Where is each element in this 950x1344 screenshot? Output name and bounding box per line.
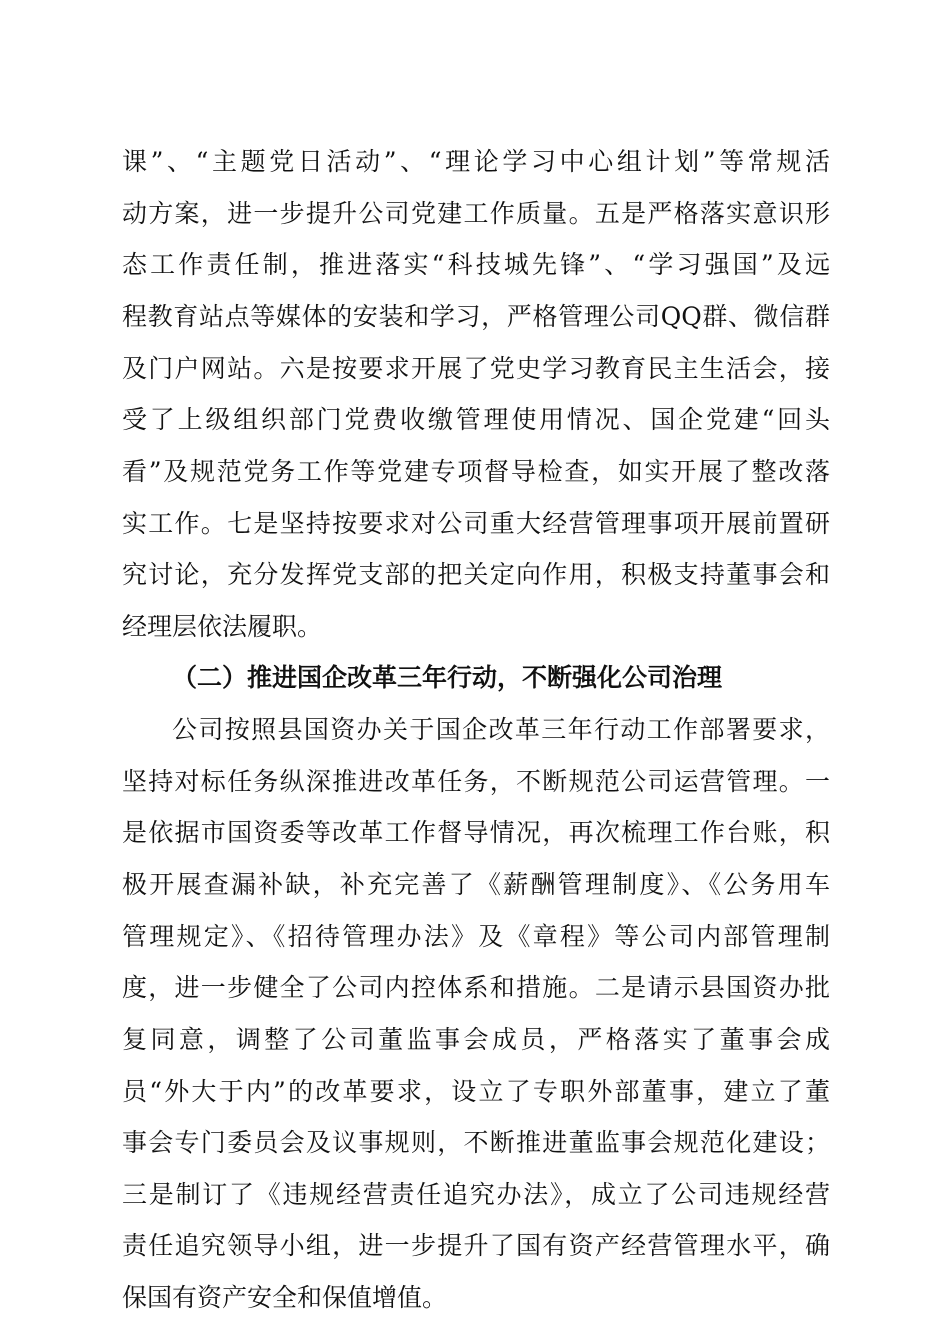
paragraph-2-line-12: 保国有资产安全和保值增值。 <box>122 1283 448 1312</box>
paragraph-1-line-10: 经理层依法履职。 <box>122 612 323 641</box>
section-heading: （二）推进国企改革三年行动，不断强化公司治理 <box>172 663 723 692</box>
paragraph-2-line-1: 公司按照县国资办关于国企改革三年行动工作部署要求， <box>172 715 830 744</box>
paragraph-2-line-11: 责任追究领导小组，进一步提升了国有资产经营管理水平，确 <box>122 1231 830 1260</box>
paragraph-1-line-2: 动方案，进一步提升公司党建工作质量。五是严格落实意识形 <box>122 199 830 228</box>
paragraph-1-line-7: 看”及规范党务工作等党建专项督导检查，如实开展了整改落 <box>122 457 830 486</box>
paragraph-2-line-4: 极开展查漏补缺，补充完善了《薪酬管理制度》、《公务用车 <box>122 870 830 899</box>
paragraph-2-line-9: 事会专门委员会及议事规则，不断推进董监事会规范化建设； <box>122 1128 830 1157</box>
paragraph-1-line-5: 及门户网站。六是按要求开展了党史学习教育民主生活会，接 <box>122 354 830 383</box>
paragraph-1-line-9: 究讨论，充分发挥党支部的把关定向作用，积极支持董事会和 <box>122 560 830 589</box>
paragraph-2-line-5: 管理规定》、《招待管理办法》及《章程》等公司内部管理制 <box>122 922 830 951</box>
paragraph-2-line-3: 是依据市国资委等改革工作督导情况，再次梳理工作台账，积 <box>122 818 830 847</box>
paragraph-2-line-8: 员“外大于内”的改革要求，设立了专职外部董事，建立了董 <box>122 1077 830 1106</box>
paragraph-1-line-8: 实工作。七是坚持按要求对公司重大经营管理事项开展前置研 <box>122 509 830 538</box>
paragraph-2-line-10: 三是制订了《违规经营责任追究办法》，成立了公司违规经营 <box>122 1180 830 1209</box>
paragraph-1-line-1: 课”、“主题党日活动”、“理论学习中心组计划”等常规活 <box>122 147 830 176</box>
paragraph-2-line-6: 度，进一步健全了公司内控体系和措施。二是请示县国资办批 <box>122 973 830 1002</box>
paragraph-1-line-3: 态工作责任制，推进落实“科技城先锋”、“学习强国”及远 <box>122 250 830 279</box>
paragraph-1-line-6: 受了上级组织部门党费收缴管理使用情况、国企党建“回头 <box>122 405 830 434</box>
paragraph-2-line-2: 坚持对标任务纵深推进改革任务，不断规范公司运营管理。一 <box>122 767 830 796</box>
paragraph-2-line-7: 复同意，调整了公司董监事会成员，严格落实了董事会成 <box>122 1025 830 1054</box>
paragraph-1-line-4: 程教育站点等媒体的安装和学习，严格管理公司QQ群、微信群 <box>122 302 830 331</box>
